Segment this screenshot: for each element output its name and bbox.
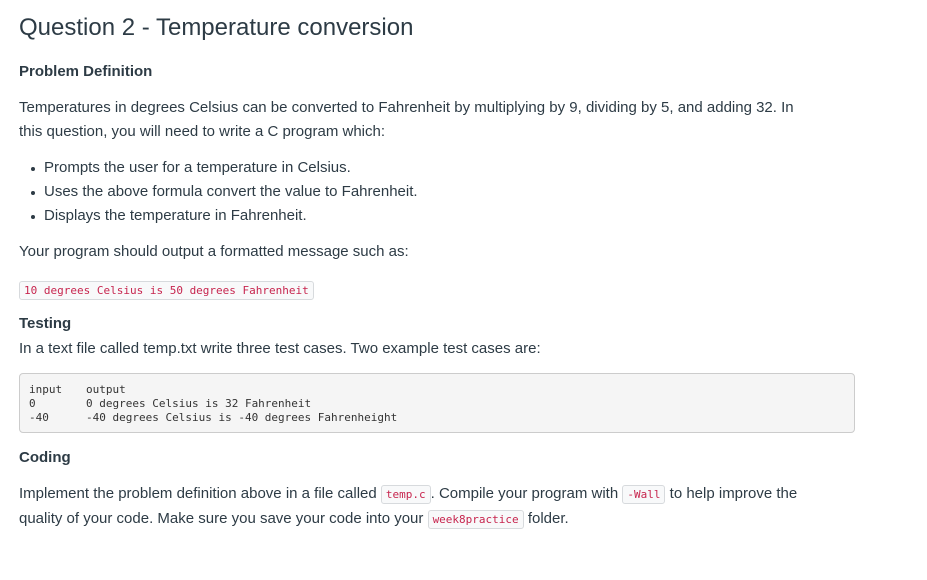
test-case-input: 0 bbox=[29, 397, 36, 410]
coding-paragraph bbox=[19, 482, 879, 532]
problem-intro-line2: this question, you will need to write a C program which: bbox=[19, 123, 386, 140]
list-item: Displays the temperature in Fahrenheit. bbox=[19, 204, 418, 228]
test-case-row bbox=[29, 397, 854, 411]
output-column-header: output bbox=[86, 383, 126, 396]
list-item: Uses the above formula convert the value to Fahrenheit. bbox=[19, 180, 418, 204]
coding-text-4: quality of your code. Make sure you save your code into your bbox=[19, 510, 428, 527]
problem-definition-heading: Problem Definition bbox=[19, 63, 153, 80]
coding-text-1: Implement the problem definition above in a file called bbox=[19, 485, 381, 502]
coding-text-3: to help improve the bbox=[665, 485, 798, 502]
test-cases-header-row bbox=[29, 383, 854, 397]
compiler-flag-code: -Wall bbox=[622, 485, 665, 504]
testing-heading: Testing bbox=[19, 315, 72, 332]
page-title: Question 2 - Temperature conversion bbox=[19, 14, 414, 41]
test-case-output: -40 degrees Celsius is -40 degrees Fahrenheight bbox=[86, 411, 398, 424]
list-item: Prompts the user for a temperature in Celsius. bbox=[19, 156, 418, 180]
problem-intro-line1: Temperatures in degrees Celsius can be converted to Fahrenheit by multiplying by 9, dividing by 5, and adding 32. In bbox=[19, 99, 794, 116]
test-case-input: -40 bbox=[29, 411, 49, 424]
sample-output-code: 10 degrees Celsius is 50 degrees Fahrenheit bbox=[19, 281, 314, 300]
folder-name-code: week8practice bbox=[428, 510, 524, 529]
testing-paragraph: In a text file called temp.txt write three test cases. Two example test cases are: bbox=[19, 340, 541, 357]
test-cases-code-block bbox=[19, 373, 855, 433]
input-column-header: input bbox=[29, 383, 63, 396]
test-case-row bbox=[29, 411, 854, 425]
test-case-output: 0 degrees Celsius is 32 Fahrenheit bbox=[86, 397, 312, 410]
coding-text-2: . Compile your program with bbox=[430, 485, 623, 502]
filename-code: temp.c bbox=[381, 485, 431, 504]
output-instruction: Your program should output a formatted message such as: bbox=[19, 243, 409, 260]
coding-text-5: folder. bbox=[523, 510, 569, 527]
problem-intro-paragraph bbox=[19, 96, 859, 144]
coding-heading: Coding bbox=[19, 449, 71, 466]
requirements-list bbox=[19, 156, 418, 228]
